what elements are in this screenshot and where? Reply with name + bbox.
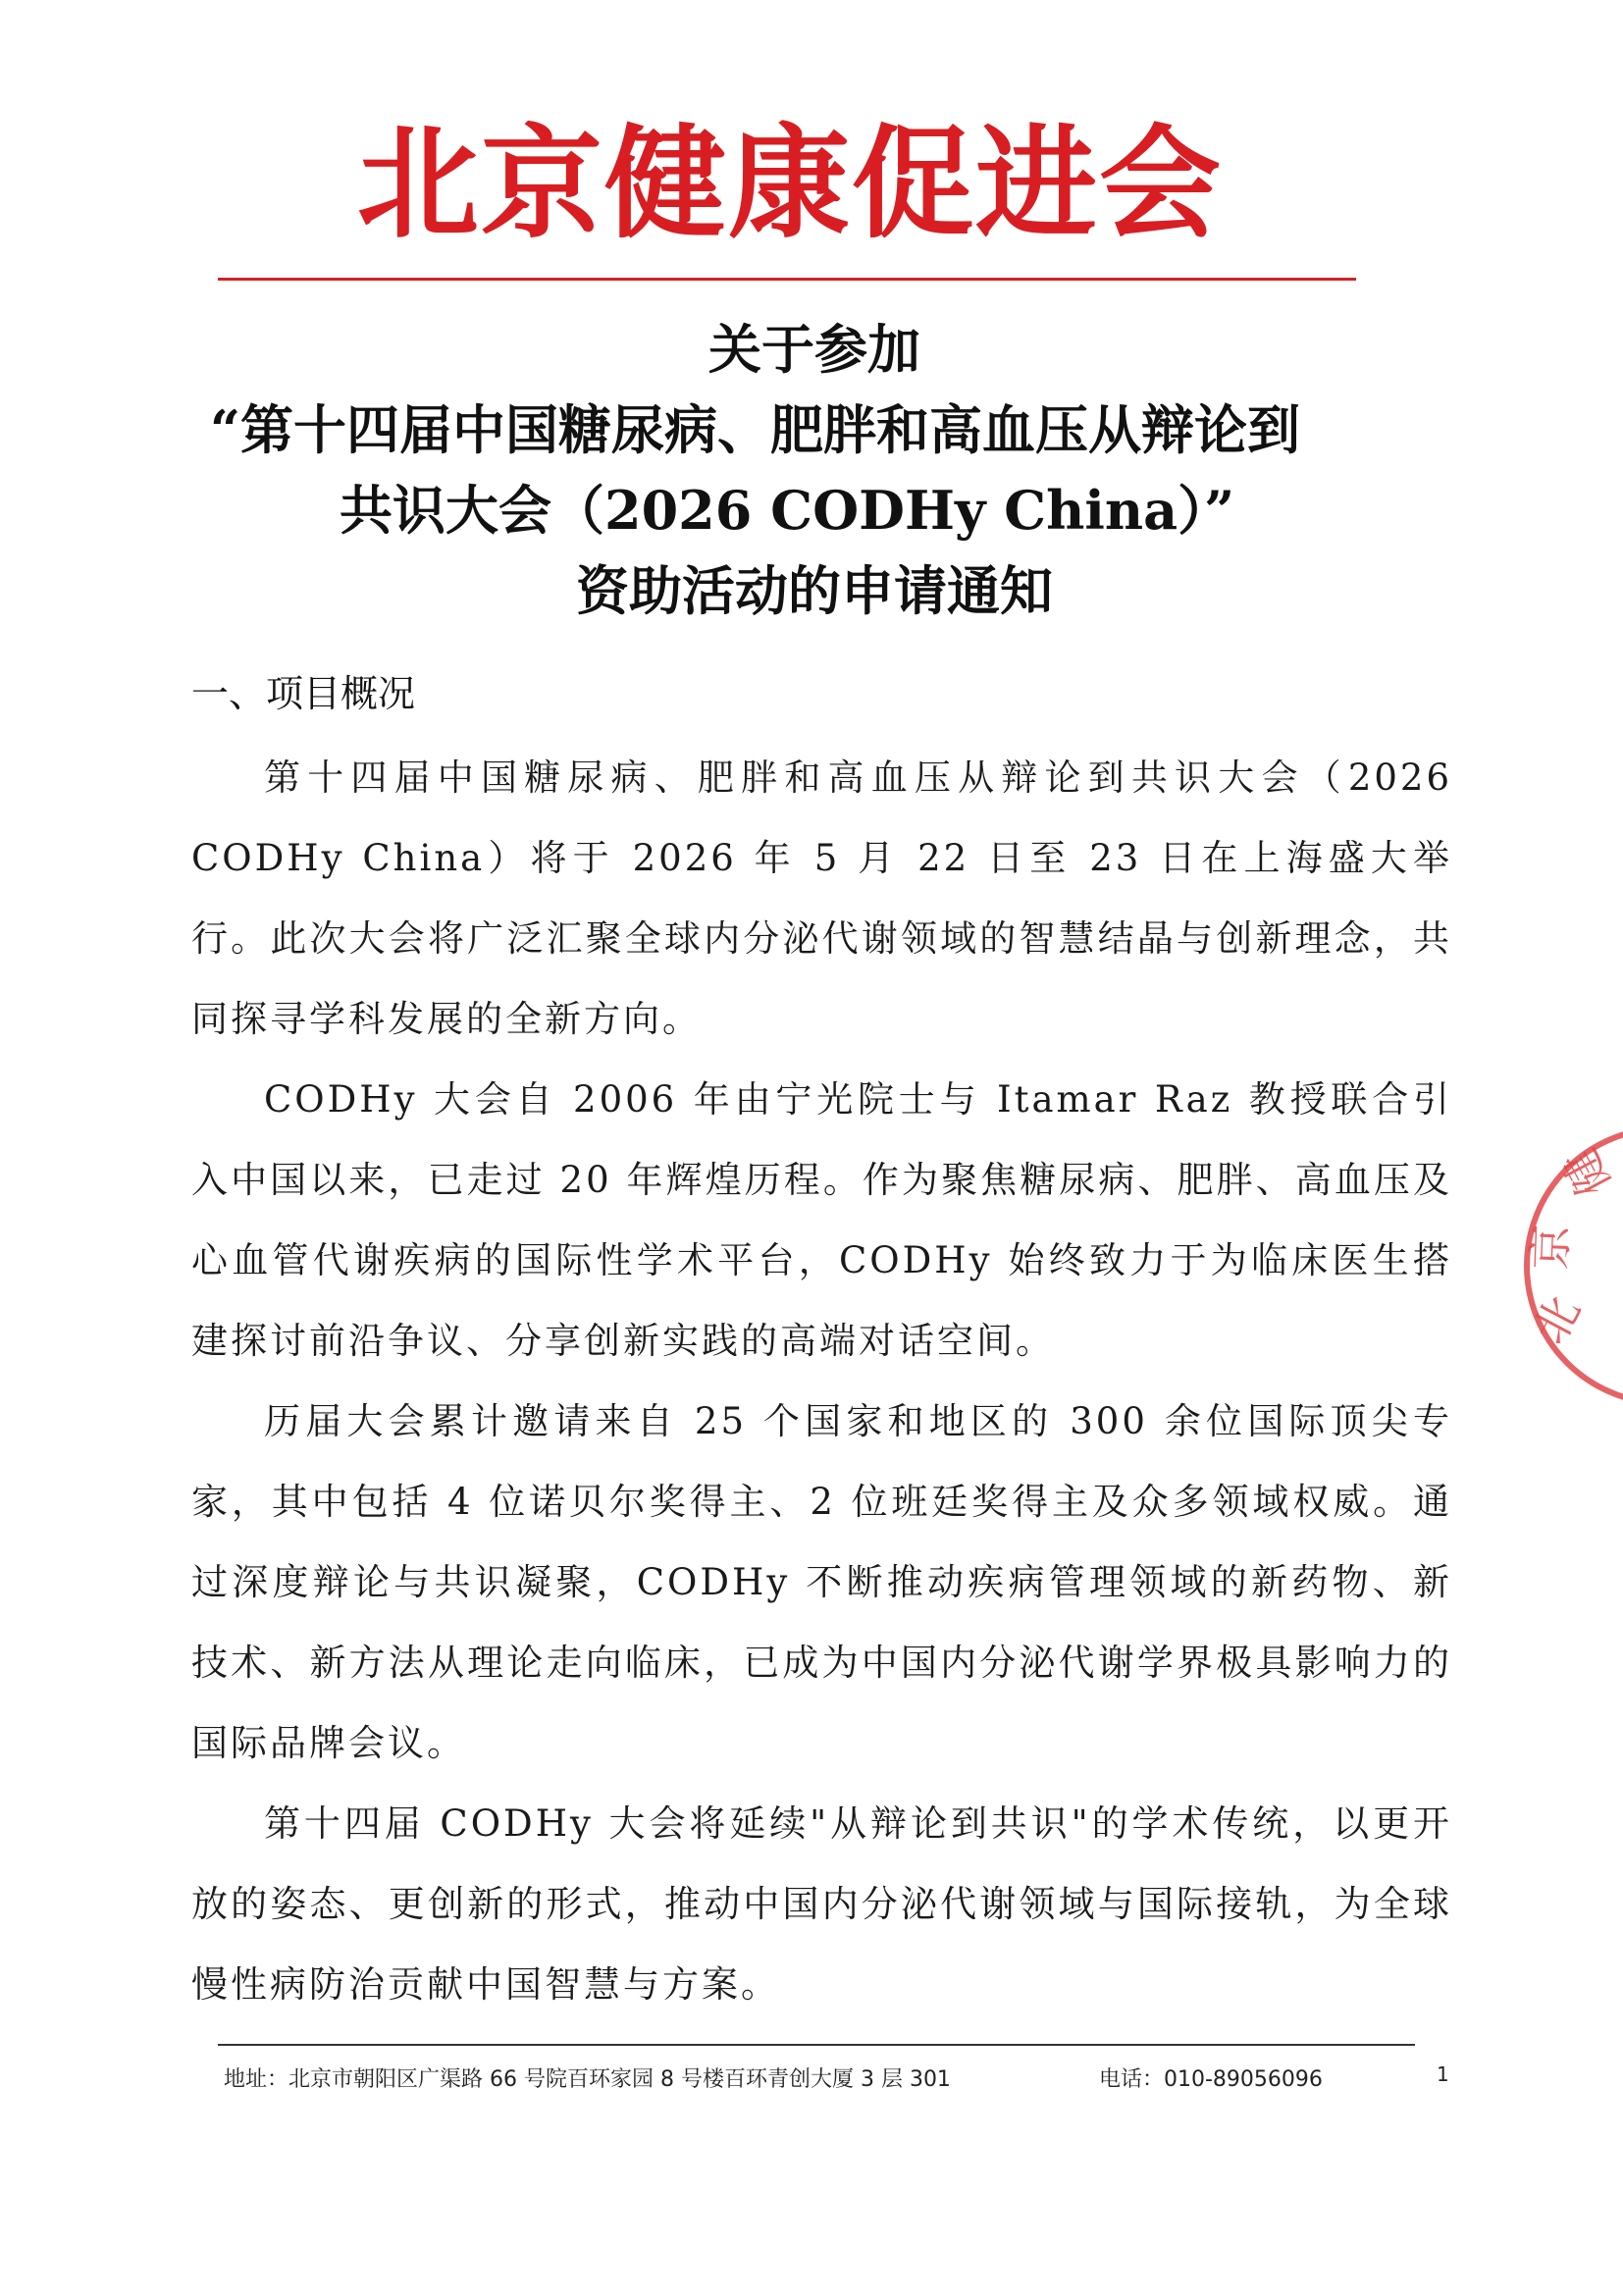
letterhead-divider (218, 278, 1356, 281)
svg-text:健: 健 (1552, 1140, 1622, 1206)
notice-title-line-2: “第十四届中国糖尿病、肥胖和高血压从辩论到 (210, 398, 1301, 461)
section-heading: 一、项目概况 (191, 672, 416, 715)
svg-text:北: 北 (1522, 1287, 1592, 1353)
notice-title-line-1: 关于参加 (708, 318, 920, 381)
seal-stamp-icon (1519, 1119, 1623, 1413)
footer (224, 2061, 1460, 2100)
body-text (191, 738, 1452, 2025)
svg-text:京: 京 (1523, 1224, 1578, 1271)
letterhead-org-name: 北京健康促进会 (356, 113, 1223, 255)
official-seal (1519, 1119, 1623, 1413)
notice-title-line-4: 资助活动的申请通知 (576, 559, 1053, 622)
notice-title-line-3: 共识大会（2026 CODHy China）” (340, 479, 1235, 542)
footer-phone: 电话：010-89056096 (1099, 2067, 1323, 2092)
paragraph-3: 历届大会累计邀请来自 25 个国家和地区的 300 余位国际顶尖专家，其中包括 4 位诺贝尔奖得主、2 位班廷奖得主及众多领域权威。通过深度辩论与共识凝聚，CODHy 不断推动疾病管理领域的新药物、新技术、新方法从理论走向临床，已成为中国内分泌代谢学界极具影响力的国际品牌会议。 (191, 1400, 1452, 1764)
page-number: 1 (1437, 2062, 1449, 2086)
notice-title (167, 309, 1462, 631)
paragraph-1: 第十四届中国糖尿病、肥胖和高血压从辩论到共识大会（2026 CODHy China）将于 2026 年 5 月 22 日至 23 日在上海盛大举行。此次大会将广泛汇聚全球内分泌代谢领域的智慧结晶与创新理念，共同探寻学科发展的全新方向。 (191, 757, 1452, 1040)
footer-divider (218, 2044, 1415, 2046)
footer-address: 地址：北京市朝阳区广渠路 66 号院百环家园 8 号楼百环青创大厦 3 层 301 (224, 2067, 951, 2092)
paragraph-2: CODHy 大会自 2006 年由宁光院士与 Itamar Raz 教授联合引入中国以来，已走过 20 年辉煌历程。作为聚焦糖尿病、肥胖、高血压及心血管代谢疾病的国际性学术平台，CODHy 始终致力于为临床医生搭建探讨前沿争议、分享创新实践的高端对话空间。 (191, 1078, 1452, 1362)
paragraph-4: 第十四届 CODHy 大会将延续"从辩论到共识"的学术传统，以更开放的姿态、更创新的形式，推动中国内分泌代谢领域与国际接轨，为全球慢性病防治贡献中国智慧与方案。 (191, 1802, 1452, 2006)
